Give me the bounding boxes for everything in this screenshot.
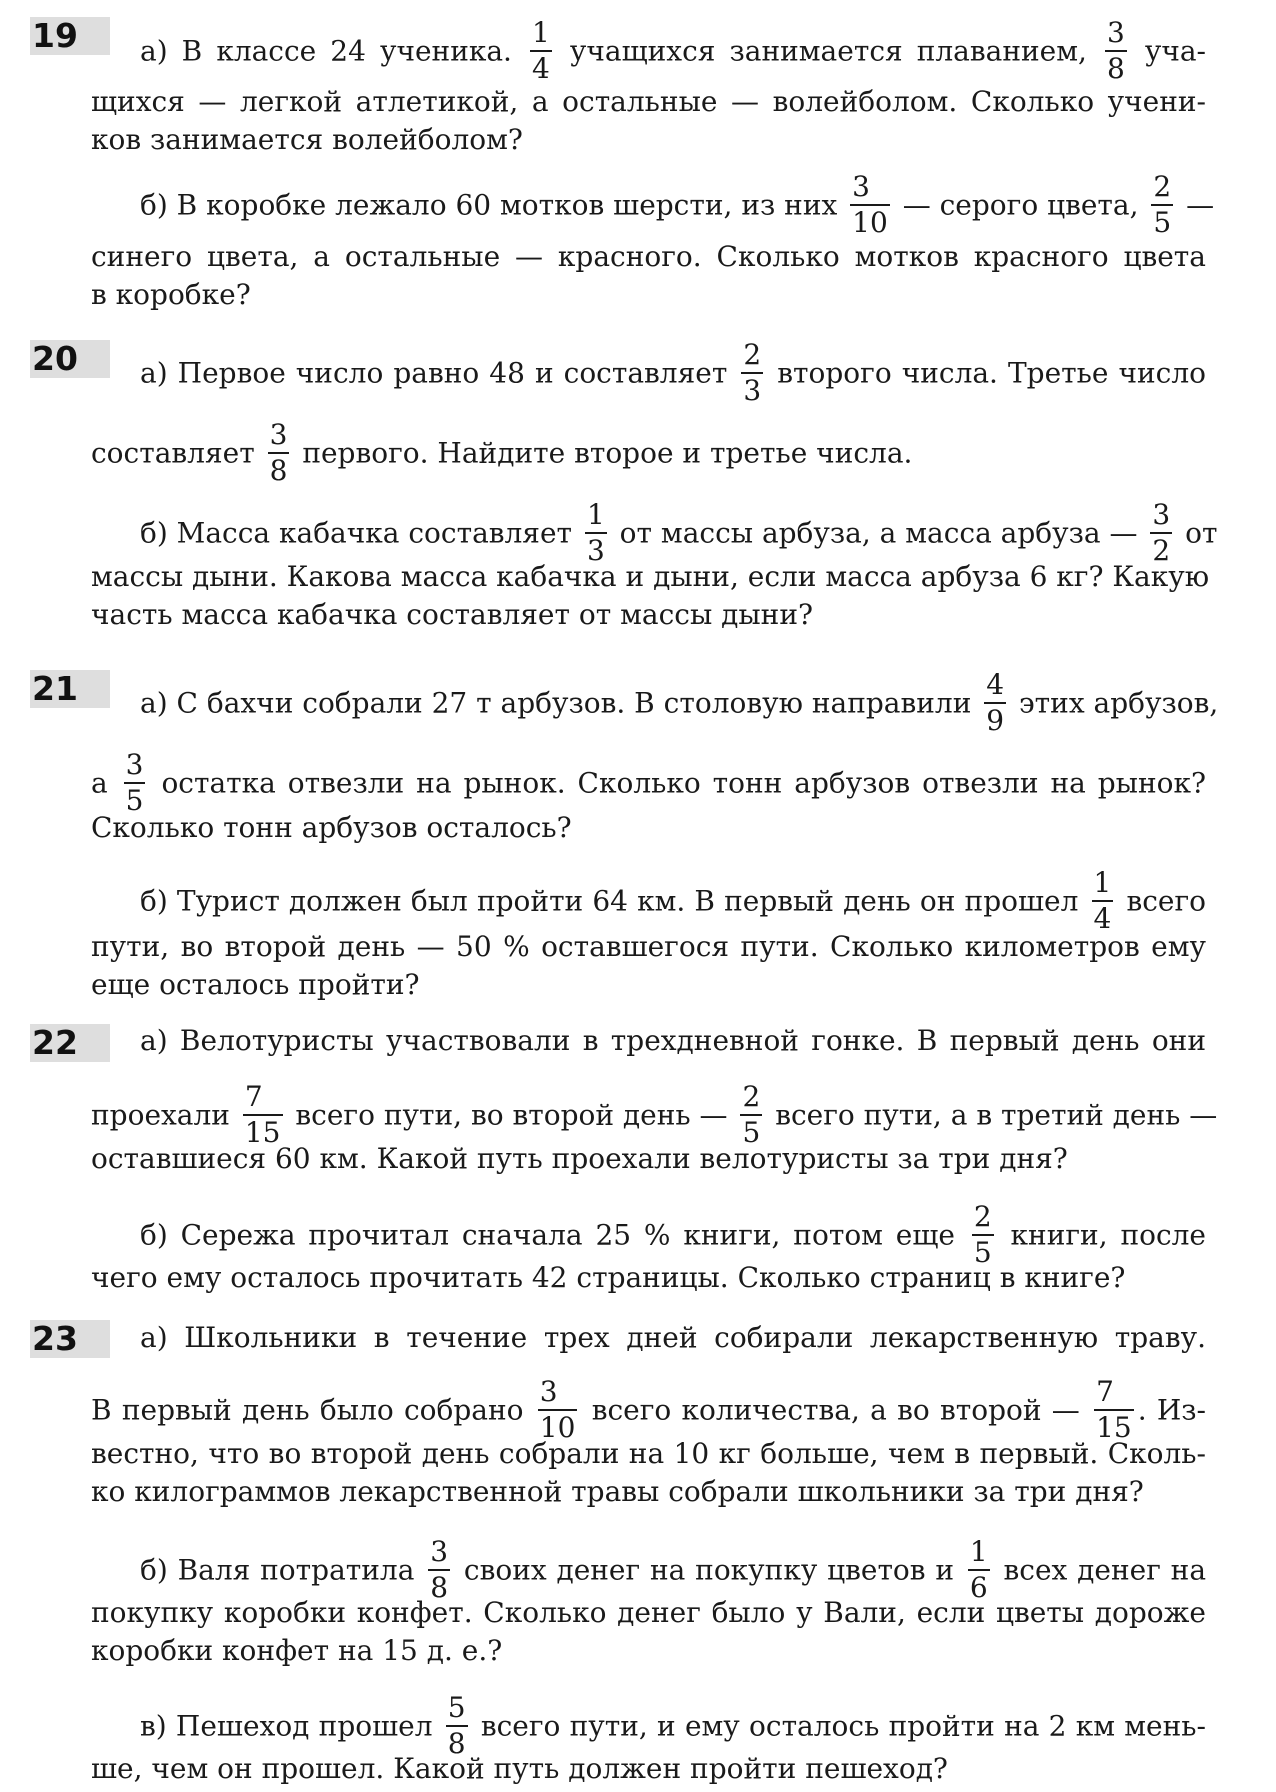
fraction: $\frac{3}{5}$ [125, 748, 144, 817]
problem-line: синего цвета, а остальные — красного. Сколько мотков красного цвета [91, 240, 1206, 273]
fraction: $\frac{3}{8}$ [1106, 16, 1125, 85]
problem-line: б) Сережа прочитал сначала 25 % книги, потом еще $\frac{2}{5}$ книги, после [140, 1200, 1207, 1269]
fraction: $\frac{3}{2}$ [1152, 498, 1171, 567]
problem-line: в) Пешеход прошел $\frac{5}{8}$ всего пути, и ему осталось пройти на 2 км мень- [140, 1691, 1206, 1760]
fraction: $\frac{3}{10}$ [539, 1375, 576, 1444]
problem-line: ко килограммов лекарственной травы собрали школьники за три дня? [91, 1475, 1144, 1508]
problem-line: ков занимается волейболом? [91, 123, 523, 156]
problem-line: а) В классе 24 ученика. $\frac{1}{4}$ учащихся занимается плаванием, $\frac{3}{8}$ уча- [140, 16, 1206, 85]
fraction: $\frac{1}{3}$ [586, 498, 605, 567]
problem-line: чего ему осталось прочитать 42 страницы. Сколько страниц в книге? [91, 1261, 1126, 1294]
fraction: $\frac{3}{8}$ [269, 418, 288, 487]
fraction: $\frac{1}{4}$ [1093, 866, 1112, 935]
problem-line: оставшиеся 60 км. Какой путь проехали велотуристы за три дня? [91, 1142, 1068, 1175]
fraction: $\frac{7}{15}$ [244, 1080, 281, 1149]
problem-number-badge [30, 1320, 110, 1358]
fraction: $\frac{7}{15}$ [1096, 1375, 1132, 1444]
problem-line: часть масса кабачка составляет от массы дыни? [91, 598, 814, 631]
problem-line: в коробке? [91, 278, 251, 311]
problem-line: еще осталось пройти? [91, 968, 420, 1001]
problem-number: 21 [32, 669, 78, 708]
problem-line: Сколько тонн арбузов осталось? [91, 811, 572, 844]
problem-line: б) Масса кабачка составляет $\frac{1}{3}$ от массы арбуза, а масса арбуза — $\frac{3}{2}$ от [140, 498, 1218, 567]
problem-number: 23 [32, 1319, 78, 1358]
problem-line: а) Велотуристы участвовали в трехдневной гонке. В первый день они [140, 1024, 1206, 1057]
problem-line: пути, во второй день — 50 % оставшегося пути. Сколько километров ему [91, 930, 1206, 963]
problem-number-badge [30, 17, 110, 55]
problem-line: В первый день было собрано $\frac{3}{10}$ всего количества, а во второй — $\frac{7}{15}$ . Из- [91, 1375, 1207, 1444]
problem-line: покупку коробки конфет. Сколько денег было у Вали, если цветы дороже [91, 1596, 1206, 1629]
problem-number: 22 [32, 1023, 78, 1062]
fraction: $\frac{1}{4}$ [532, 16, 550, 85]
problem-number-badge [30, 670, 110, 708]
problem-line: а) Первое число равно 48 и составляет $\frac{2}{3}$ второго числа. Третье число [140, 338, 1206, 407]
problem-line: ше, чем он прошел. Какой путь должен пройти пешеход? [91, 1752, 948, 1785]
fraction: $\frac{3}{10}$ [852, 170, 888, 239]
fraction: $\frac{2}{5}$ [742, 1080, 761, 1149]
fraction: $\frac{4}{9}$ [986, 668, 1005, 737]
fraction: $\frac{2}{5}$ [1153, 170, 1172, 239]
problem-number-badge [30, 1024, 110, 1062]
problem-number: 19 [32, 16, 78, 55]
problem-number: 20 [32, 339, 78, 378]
fraction: $\frac{1}{6}$ [969, 1535, 988, 1604]
problem-line: составляет $\frac{3}{8}$ первого. Найдите второе и третье числа. [91, 418, 913, 487]
problem-number-badge [30, 340, 110, 378]
problem-line: вестно, что во второй день собрали на 10 кг больше, чем в первый. Сколь- [91, 1437, 1206, 1470]
problem-line: проехали $\frac{7}{15}$ всего пути, во второй день — $\frac{2}{5}$ всего пути, а в третий день — [91, 1080, 1218, 1149]
problem-line: коробки конфет на 15 д. е.? [91, 1634, 503, 1667]
problem-line: б) Валя потратила $\frac{3}{8}$ своих денег на покупку цветов и $\frac{1}{6}$ всех денег на [140, 1535, 1207, 1604]
problem-line: б) В коробке лежало 60 мотков шерсти, из них $\frac{3}{10}$ — серого цвета, $\frac{2}{5}$ — [140, 170, 1215, 239]
problem-line: щихся — легкой атлетикой, а остальные — волейболом. Сколько учени- [91, 85, 1206, 118]
problem-line: а) С бахчи собрали 27 т арбузов. В столовую направили $\frac{4}{9}$ этих арбузов, [140, 668, 1219, 737]
fraction: $\frac{2}{3}$ [743, 338, 762, 407]
fraction: $\frac{5}{8}$ [447, 1691, 466, 1760]
problem-line: массы дыни. Какова масса кабачка и дыни, если масса арбуза 6 кг? Какую [91, 560, 1210, 593]
problem-line: б) Турист должен был пройти 64 км. В первый день он прошел $\frac{1}{4}$ всего [140, 866, 1206, 935]
fraction: $\frac{3}{8}$ [430, 1535, 449, 1604]
fraction: $\frac{2}{5}$ [973, 1200, 992, 1269]
problem-line: а) Школьники в течение трех дней собирали лекарственную траву. [140, 1321, 1206, 1354]
problem-line: а $\frac{3}{5}$ остатка отвезли на рынок. Сколько тонн арбузов отвезли на рынок? [91, 748, 1206, 817]
